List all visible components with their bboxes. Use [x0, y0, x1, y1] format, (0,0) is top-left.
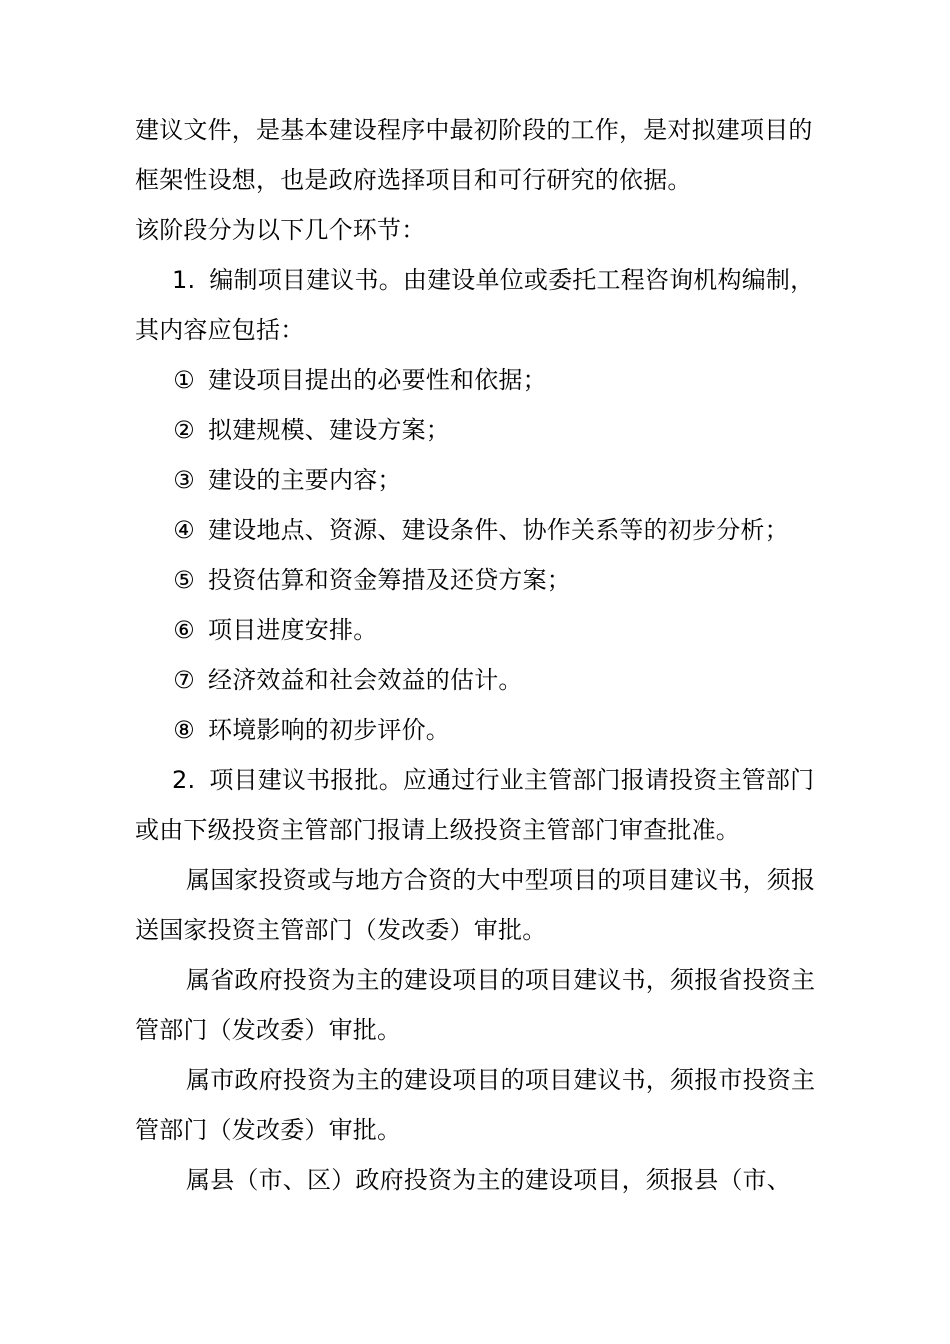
step1-line-2: 其内容应包括： — [135, 316, 305, 344]
item-text: 项目进度安排。 — [208, 616, 378, 644]
content-item-4 — [172, 515, 950, 545]
item-text: 建设项目提出的必要性和依据； — [208, 366, 547, 394]
content-item-3 — [172, 465, 950, 495]
item-text: 环境影响的初步评价。 — [208, 716, 450, 744]
step2-number: 2. — [172, 766, 196, 794]
item-marker: ③ — [173, 466, 195, 494]
approval-province-line-2: 管部门（发改委）审批。 — [135, 1016, 402, 1044]
step1-line-1 — [172, 265, 950, 295]
item-text: 经济效益和社会效益的估计。 — [208, 666, 523, 694]
step2-text: 项目建议书报批。应通过行业主管部门报请投资主管部门 — [209, 766, 815, 794]
item-marker: ② — [173, 416, 195, 444]
approval-province-line-1: 属省政府投资为主的建设项目的项目建议书，须报省投资主 — [186, 966, 816, 994]
stages-heading: 该阶段分为以下几个环节： — [135, 216, 426, 244]
item-text: 建设地点、资源、建设条件、协作关系等的初步分析； — [208, 516, 789, 544]
content-item-8 — [172, 715, 950, 745]
approval-city-line-2: 管部门（发改委）审批。 — [135, 1116, 402, 1144]
approval-national-line-1: 属国家投资或与地方合资的大中型项目的项目建议书，须报 — [186, 866, 816, 894]
approval-county-line-1: 属县（市、区）政府投资为主的建设项目，须报县（市、 — [186, 1166, 791, 1194]
item-text: 建设的主要内容； — [208, 466, 402, 494]
content-item-7 — [172, 665, 950, 695]
item-marker: ① — [173, 366, 195, 394]
content-item-2 — [172, 415, 950, 445]
item-marker: ⑤ — [173, 566, 195, 594]
content-item-5 — [172, 565, 950, 595]
content-item-1 — [172, 365, 950, 395]
step2-line-2: 或由下级投资主管部门报请上级投资主管部门审查批准。 — [135, 816, 740, 844]
item-marker: ④ — [173, 516, 195, 544]
step2-line-1 — [172, 765, 950, 795]
intro-line-1: 建议文件，是基本建设程序中最初阶段的工作，是对拟建项目的 — [135, 116, 813, 144]
step1-text: 编制项目建议书。由建设单位或委托工程咨询机构编制， — [209, 266, 815, 294]
item-text: 投资估算和资金筹措及还贷方案； — [208, 566, 571, 594]
intro-line-2: 框架性设想，也是政府选择项目和可行研究的依据。 — [135, 166, 692, 194]
content-item-6 — [172, 615, 950, 645]
step1-number: 1. — [172, 266, 196, 294]
item-marker: ⑦ — [173, 666, 195, 694]
approval-city-line-1: 属市政府投资为主的建设项目的项目建议书，须报市投资主 — [186, 1066, 816, 1094]
item-marker: ⑧ — [173, 716, 195, 744]
approval-national-line-2: 送国家投资主管部门（发改委）审批。 — [135, 916, 547, 944]
item-text: 拟建规模、建设方案； — [208, 416, 450, 444]
item-marker: ⑥ — [173, 616, 195, 644]
